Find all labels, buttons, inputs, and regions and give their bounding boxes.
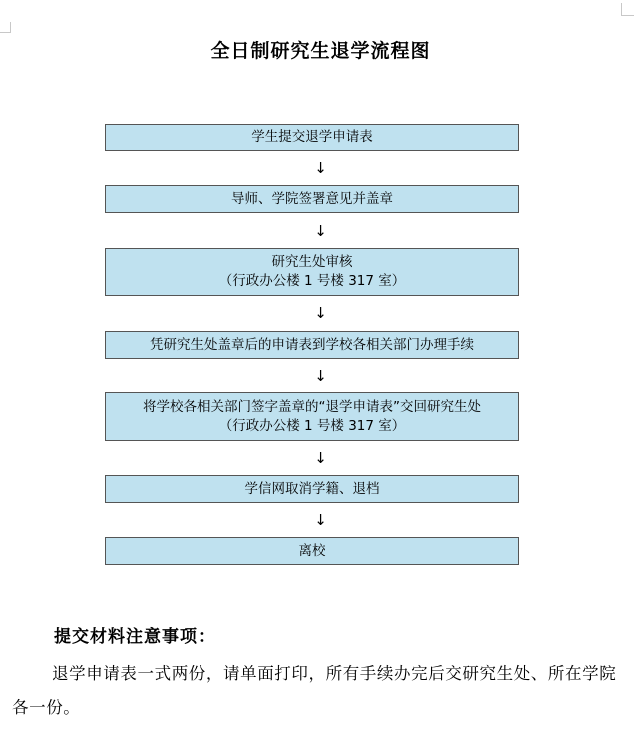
flow-step-5 [105, 392, 519, 441]
flow-step-2 [105, 185, 519, 213]
flow-step-4 [105, 331, 519, 359]
flow-step-text: 将学校各相关部门签字盖章的“退学申请表”交回研究生处 [143, 398, 481, 415]
down-arrow-icon: ↓ [314, 304, 327, 322]
page-corner-mark [0, 22, 11, 33]
page-corner-mark [621, 3, 634, 16]
down-arrow-icon: ↓ [314, 222, 327, 240]
flow-step-subtext: （行政办公楼 1 号楼 317 室） [218, 417, 406, 434]
flow-step-text: 学信网取消学籍、退档 [244, 480, 380, 497]
flow-step-1 [105, 124, 519, 151]
flow-step-text: 学生提交退学申请表 [251, 129, 373, 145]
flow-step-text: 导师、学院签署意见并盖章 [231, 190, 393, 207]
page-title: 全日制研究生退学流程图 [210, 40, 431, 62]
flow-step-text: 研究生处审核 [271, 254, 353, 270]
down-arrow-icon: ↓ [314, 511, 327, 529]
down-arrow-icon: ↓ [314, 159, 327, 177]
flow-step-text: 离校 [298, 542, 326, 559]
flow-step-7 [105, 537, 519, 565]
flow-step-text: 凭研究生处盖章后的申请表到学校各相关部门办理手续 [150, 336, 474, 353]
notes-heading: 提交材料注意事项： [54, 627, 216, 647]
down-arrow-icon: ↓ [314, 367, 327, 385]
down-arrow-icon: ↓ [314, 449, 327, 467]
flow-step-3 [105, 248, 519, 296]
flow-step-6 [105, 475, 519, 503]
notes-body: 退学申请表一式两份，请单面打印，所有手续办完后交研究生处、所在学院各一份。 [12, 664, 617, 717]
flow-step-subtext: （行政办公楼 1 号楼 317 室） [218, 273, 406, 289]
